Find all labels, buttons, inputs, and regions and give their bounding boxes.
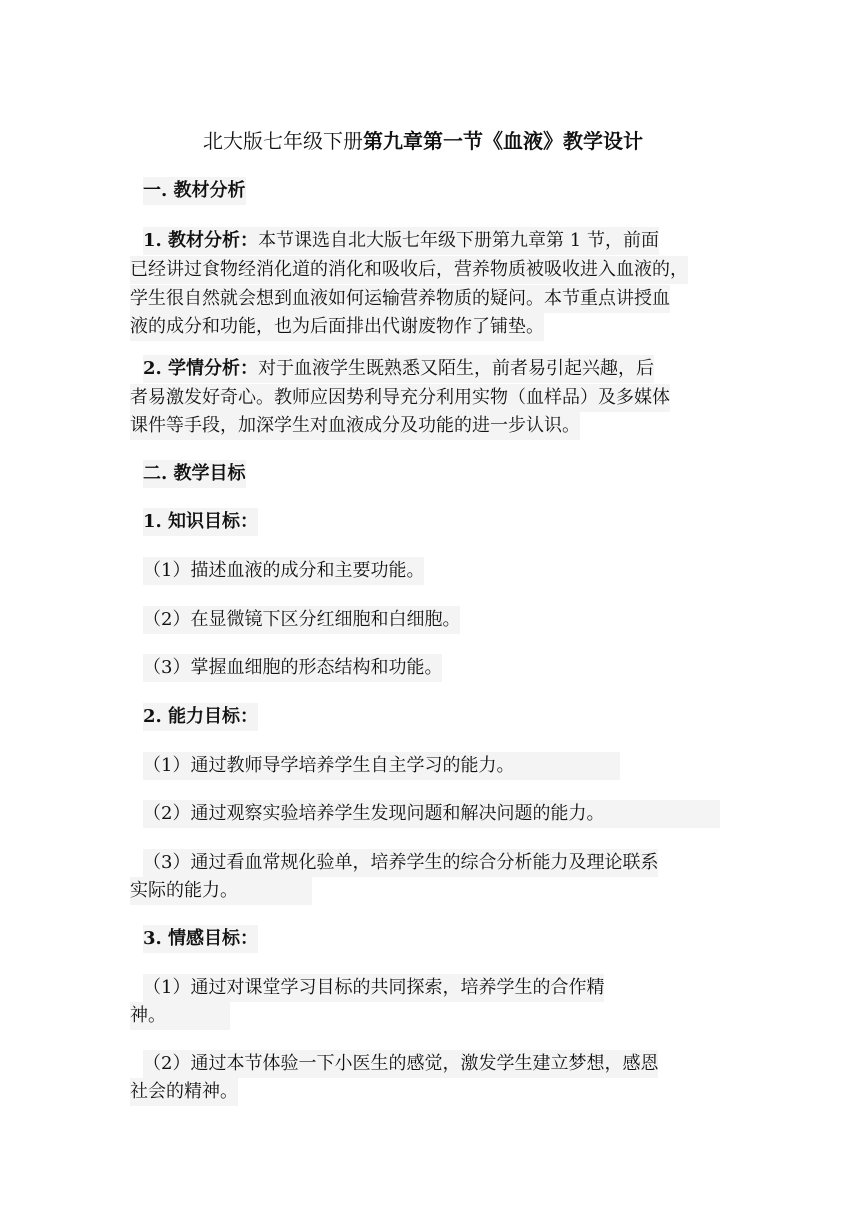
paragraph-1-line-4: 液的成分和功能，也为后面排出代谢废物作了铺垫。 [130, 313, 544, 341]
paragraph-2-line-3: 课件等手段，加深学生对血液成分及功能的进一步认识。 [130, 412, 580, 440]
paragraph-1-line-2: 已经讲过食物经消化道的消化和吸收后，营养物质被吸收进入血液的， [130, 256, 688, 284]
ability-goal-3-line-2: 实际的能力。 [130, 877, 312, 905]
title-prefix: 北大版七年级下册 [203, 129, 363, 153]
ability-goal-1: （1）通过教师导学培养学生自主学习的能力。 [143, 752, 620, 780]
ability-goals-label: 2. 能力目标： [143, 703, 258, 731]
paragraph-1-line-1 [143, 227, 659, 255]
paragraph-2-label: 2. 学情分析： [143, 358, 259, 379]
emotion-goals-label: 3. 情感目标： [143, 925, 258, 953]
paragraph-2-line-1 [143, 355, 654, 383]
emotion-goal-1-line-2: 神。 [130, 1002, 230, 1030]
ability-goal-3-line-1: （3）通过看血常规化验单，培养学生的综合分析能力及理论联系 [143, 849, 658, 877]
paragraph-1-text: 本节课选自北大版七年级下册第九章第 1 节，前面 [258, 230, 659, 251]
paragraph-2-line-2: 者易激发好奇心。教师应因势利导充分利用实物（血样品）及多媒体 [130, 384, 670, 412]
knowledge-goal-1: （1）描述血液的成分和主要功能。 [143, 557, 424, 585]
paragraph-2-text: 对于血液学生既熟悉又陌生，前者易引起兴趣，后 [258, 358, 655, 379]
knowledge-goals-label: 1. 知识目标： [143, 508, 258, 536]
paragraph-1-line-3: 学生很自然就会想到血液如何运输营养物质的疑问。本节重点讲授血 [130, 285, 670, 313]
ability-goal-2: （2）通过观察实验培养学生发现问题和解决问题的能力。 [143, 800, 720, 828]
emotion-goal-2-line-2: 社会的精神。 [130, 1078, 238, 1106]
knowledge-goal-3: （3）掌握血细胞的形态结构和功能。 [143, 654, 442, 682]
title-main: 第九章第一节《血液》教学设计 [363, 129, 643, 153]
document-title [203, 127, 643, 155]
emotion-goal-1-line-1: （1）通过对课堂学习目标的共同探索，培养学生的合作精 [143, 974, 604, 1002]
emotion-goal-2-line-1: （2）通过本节体验一下小医生的感觉，激发学生建立梦想，感恩 [143, 1050, 658, 1078]
paragraph-1-label: 1. 教材分析： [143, 230, 259, 251]
section-heading-1: 一. 教材分析 [143, 177, 246, 205]
section-heading-2: 二. 教学目标 [143, 460, 246, 488]
knowledge-goal-2: （2）在显微镜下区分红细胞和白细胞。 [143, 606, 460, 634]
